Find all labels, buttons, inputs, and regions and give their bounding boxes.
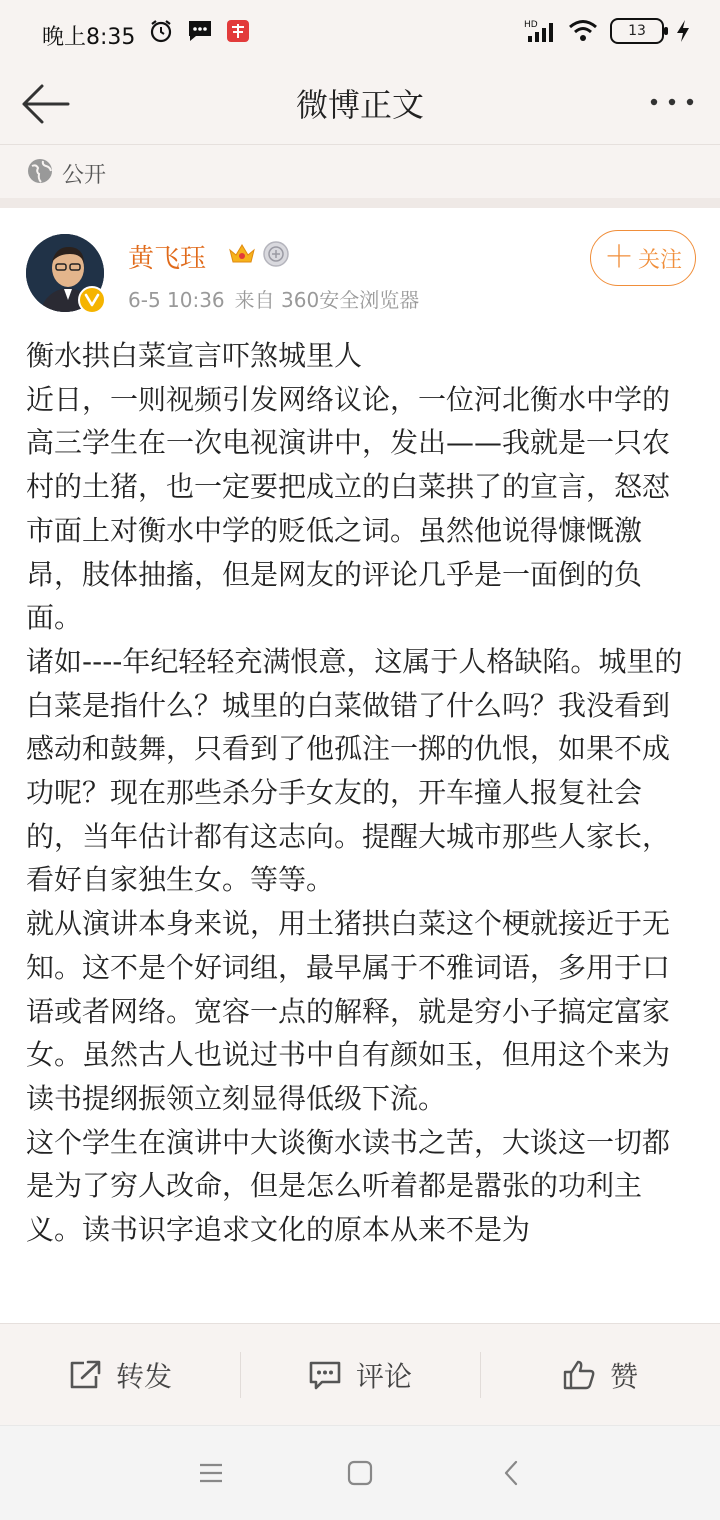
repost-button[interactable] <box>0 1324 240 1425</box>
back-icon[interactable] <box>497 1458 527 1488</box>
comment-icon <box>308 1359 342 1391</box>
action-bar <box>0 1323 720 1425</box>
repost-icon <box>68 1359 102 1391</box>
repost-label: 转发 <box>115 1359 172 1393</box>
medal-icon <box>262 240 290 268</box>
like-button[interactable] <box>480 1324 720 1425</box>
post-meta <box>128 284 419 313</box>
status-notifications <box>148 18 250 44</box>
section-divider <box>0 198 720 208</box>
thumbs-up-icon <box>562 1359 596 1391</box>
follow-label: 关注 <box>637 247 682 273</box>
status-bar <box>0 0 720 72</box>
system-nav-bar <box>0 1425 720 1520</box>
crown-icon <box>228 242 256 266</box>
app-notification-icon <box>226 19 250 43</box>
message-icon <box>186 18 214 44</box>
post-paragraph: 就从演讲本身来说，用土猪拱白菜这个梗就接近于无知。这不是个好词组，最早属于不雅词语，多用于口语或者网络。宽容一点的解释，就是穷小子搞定富家女。虽然古人也说过书中自有颜如玉，但用这个来为读书提纲振领立刻显得低级下流。 <box>26 907 671 1115</box>
wifi-icon <box>568 19 598 43</box>
nav-bar <box>0 72 720 144</box>
charging-icon <box>676 19 690 43</box>
post-card <box>0 208 720 1323</box>
post-source: 来自 360安全浏览器 <box>234 288 420 312</box>
post-paragraph: 衡水拱白菜宣言吓煞城里人 <box>26 339 363 372</box>
plus-icon: ＋ <box>603 240 634 275</box>
verified-badge-icon <box>78 286 106 314</box>
alarm-icon <box>148 18 174 44</box>
comment-button[interactable] <box>240 1324 480 1425</box>
post-paragraph: 这个学生在演讲中大谈衡水读书之苦，大谈这一切都是为了穷人改命，但是怎么听着都是嚣张的功利主义。读书识字追求文化的原本从来不是为 <box>26 1125 671 1247</box>
status-time: 晚上8:35 <box>42 25 136 50</box>
like-label: 赞 <box>609 1359 638 1393</box>
follow-button[interactable] <box>590 230 696 286</box>
post-paragraph: 近日，一则视频引发网络议论，一位河北衡水中学的高三学生在一次电视演讲中，发出——我就是一只农村的土猪，也一定要把成立的白菜拱了的宣言，怒怼市面上对衡水中学的贬低之词。虽然他说得慷慨激昂，肢体抽搐，但是网友的评论几乎是一面倒的负面。 <box>26 382 671 635</box>
author-name[interactable]: 黄飞珏 <box>128 244 207 274</box>
post-content <box>26 334 696 1252</box>
post-timestamp: 6-5 10:36 <box>128 288 225 312</box>
visibility-row <box>0 144 720 198</box>
post-paragraph: 诸如----年纪轻轻充满恨意，这属于人格缺陷。城里的白菜是指什么？城里的白菜做错了什么吗？我没看到感动和鼓舞，只看到了他孤注一掷的仇恨，如果不成功呢？现在那些杀分手女友的，开车撞人报复社会的，当年估计都有这志向。提醒大城市那些人家长，看好自家独生女。等等。 <box>26 644 683 897</box>
globe-icon <box>26 157 54 185</box>
battery-icon <box>610 18 664 44</box>
signal-icon <box>524 18 556 44</box>
home-icon[interactable] <box>345 1458 375 1488</box>
more-icon[interactable] <box>644 86 700 118</box>
comment-label: 评论 <box>355 1359 412 1393</box>
svg-text:HD: HD <box>524 20 538 30</box>
visibility-label: 公开 <box>62 163 107 188</box>
menu-icon[interactable] <box>196 1458 226 1488</box>
battery-level: 13 <box>628 23 646 39</box>
status-system-icons <box>524 18 690 44</box>
page-title: 微博正文 <box>295 86 424 124</box>
